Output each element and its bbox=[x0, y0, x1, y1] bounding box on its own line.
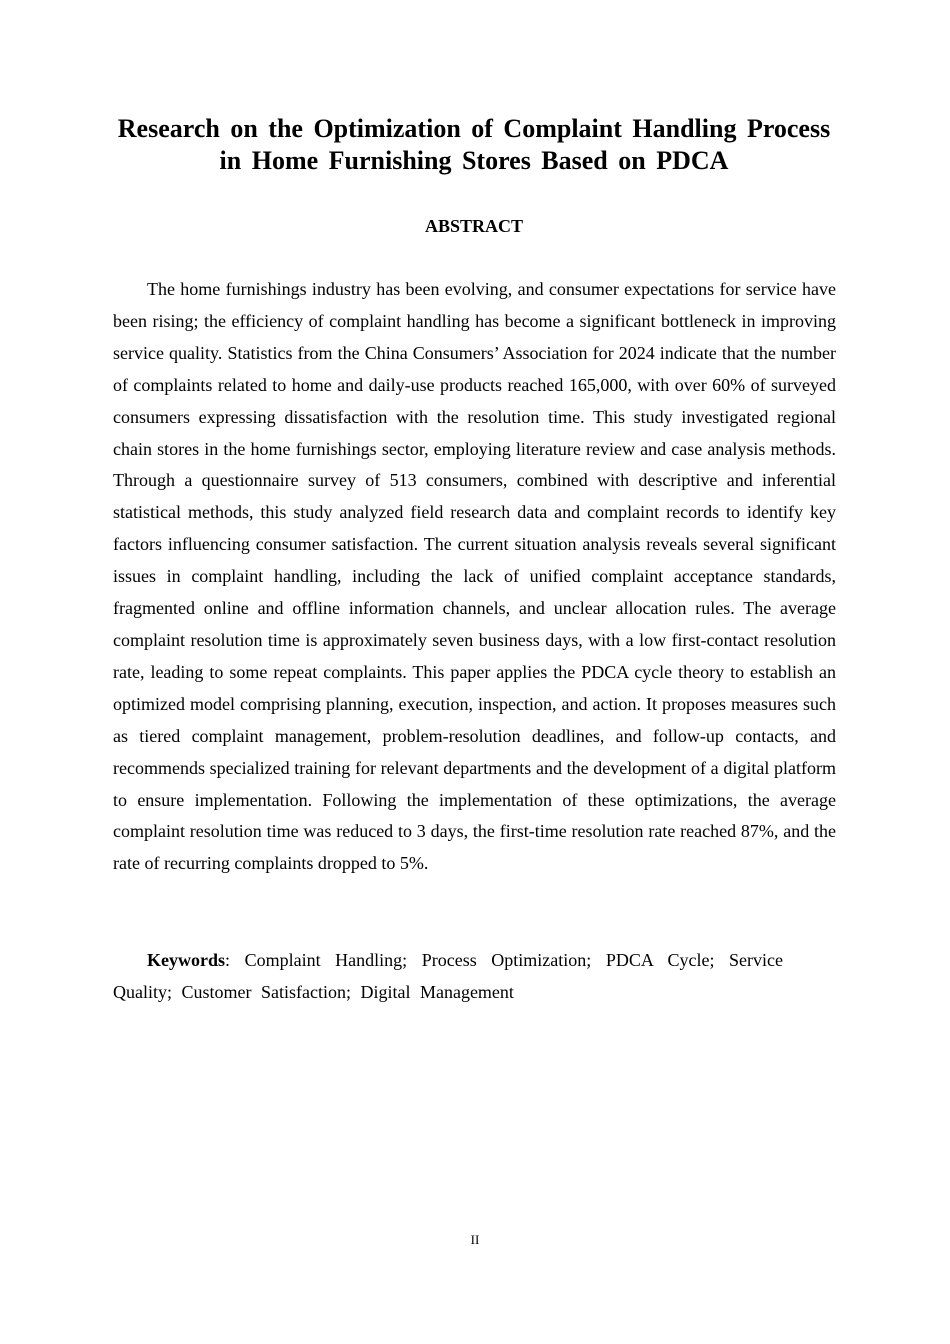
paper-title bbox=[113, 113, 835, 177]
abstract-body: The home furnishings industry has been evolving, and consumer expectations for service have been rising; the efficiency of complaint handling has become a significant bottleneck in improving service quality. Statistics from the China Consumers’ Association for 2024 indicate that the number of complaints related to home and daily-use products reached 165,000, with over 60% of surveyed consumers expressing dissatisfaction with the resolution time. This study investigated regional chain stores in the home furnishings sector, employing literature review and case analysis methods. Through a questionnaire survey of 513 consumers, combined with descriptive and inferential statistical methods, this study analyzed field research data and complaint records to identify key factors influencing consumer satisfaction. The current situation analysis reveals several significant issues in complaint handling, including the lack of unified complaint acceptance standards, fragmented online and offline information channels, and unclear allocation rules. The average complaint resolution time is approximately seven business days, with a low first-contact resolution rate, leading to some repeat complaints. This paper applies the PDCA cycle theory to establish an optimized model comprising planning, execution, inspection, and action. It proposes measures such as tiered complaint management, problem-resolution deadlines, and follow-up contacts, and recommends specialized training for relevant departments and the development of a digital platform to ensure implementation. Following the implementation of these optimizations, the average complaint resolution time was reduced to 3 days, the first-time resolution rate reached 87%, and the rate of recurring complaints dropped to 5%. bbox=[113, 279, 836, 874]
keywords-paragraph bbox=[113, 944, 783, 1008]
paper-title-line-2: in Home Furnishing Stores Based on PDCA bbox=[219, 146, 729, 175]
paper-title-line-1: Research on the Optimization of Complaint Handling Process bbox=[117, 114, 831, 143]
page-number: II bbox=[470, 1232, 480, 1247]
abstract-heading: ABSTRACT bbox=[424, 216, 524, 236]
keywords-label: Keywords bbox=[147, 950, 225, 970]
keywords-list: : Complaint Handling; Process Optimization; PDCA Cycle; Service Quality; Customer Satisfaction; Digital Management bbox=[113, 950, 783, 1002]
